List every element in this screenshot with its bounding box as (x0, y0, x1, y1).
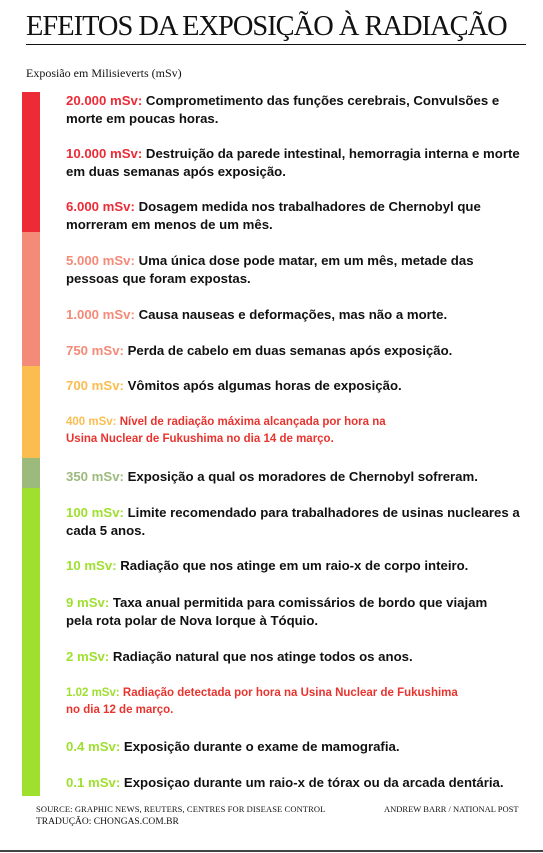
scale-band-sage (22, 458, 40, 488)
dose-description: Nível de radiação máxima alcançada por hora na Usina Nuclear de Fukushima no dia 14 de março. (66, 416, 386, 445)
dose-value: 750 mSv: (66, 343, 124, 358)
dose-value: 350 mSv: (66, 469, 124, 484)
list-item (66, 92, 526, 128)
list-item-highlight (66, 685, 466, 719)
dose-value: 5.000 mSv: (66, 253, 135, 268)
scale-band-green (22, 488, 40, 796)
list-item (66, 648, 526, 666)
dose-description: Causa nauseas e deformações, mas não a morte. (138, 307, 448, 322)
dose-value: 700 mSv: (66, 378, 124, 393)
dose-description: Perda de cabelo em duas semanas após exposição. (127, 343, 453, 358)
dose-description: Destruição da parede intestinal, hemorragia interna e morte em duas semanas após exposição. (66, 146, 520, 179)
dose-description: Taxa anual permitida para comissários de bordo que viajam pela rota polar de Nova Iorque à Tóquio. (66, 595, 488, 628)
dose-description: Exposição a qual os moradores de Chernobyl sofreram. (127, 469, 478, 484)
scale-band-orange (22, 366, 40, 458)
dose-description: Limite recomendado para trabalhadores de usinas nucleares a cada 5 anos. (66, 505, 520, 538)
dose-value: 20.000 mSv: (66, 93, 143, 108)
list-item (66, 504, 526, 540)
dose-description: Radiação que nos atinge em um raio-x de corpo inteiro. (120, 558, 469, 573)
dose-value: 9 mSv: (66, 595, 110, 610)
dose-description: Dosagem medida nos trabalhadores de Chernobyl que morreram em menos de um mês. (66, 199, 481, 232)
list-item (66, 738, 526, 756)
author-credit: ANDREW BARR / NATIONAL POST (384, 804, 519, 814)
list-item (66, 594, 511, 630)
dose-value: 10 mSv: (66, 558, 117, 573)
dose-description: Vômitos após algumas horas de exposição. (127, 378, 402, 393)
bottom-border (0, 850, 543, 852)
list-item (66, 198, 526, 234)
dose-description: Comprometimento das funções cerebrais, Convulsões e morte em poucas horas. (66, 93, 500, 126)
dose-value: 0.4 mSv: (66, 739, 121, 754)
dose-value: 6.000 mSv: (66, 199, 135, 214)
list-item (66, 377, 526, 395)
dose-description: Exposição durante o exame de mamografia. (123, 739, 400, 754)
dose-value: 10.000 mSv: (66, 146, 143, 161)
list-item (66, 306, 526, 324)
dose-description: Uma única dose pode matar, em um mês, metade das pessoas que foram expostas. (66, 253, 474, 286)
list-item (66, 252, 526, 288)
list-item (66, 774, 526, 792)
scale-band-red (22, 92, 40, 232)
dose-description: Radiação detectada por hora na Usina Nuclear de Fukushima no dia 12 de março. (66, 687, 458, 716)
unit-subtitle: Exposião em Milisieverts (mSv) (26, 66, 182, 80)
list-item (66, 145, 526, 181)
title-underline (26, 44, 526, 45)
list-item (66, 342, 526, 360)
list-item (66, 468, 526, 486)
page-title: EFEITOS DA EXPOSIÇÃO À RADIAÇÃO (26, 10, 507, 42)
list-item (66, 557, 526, 575)
translation-credit: TRADUÇÃO: CHONGAS.COM.BR (36, 817, 179, 827)
list-item-highlight (66, 414, 396, 448)
dose-value: 100 mSv: (66, 505, 124, 520)
dose-description: Radiação natural que nos atinge todos os anos. (112, 649, 413, 664)
dose-value: 1.02 mSv: (66, 687, 120, 699)
dose-value: 1.000 mSv: (66, 307, 135, 322)
dose-value: 400 mSv: (66, 416, 117, 428)
source-credit: SOURCE: GRAPHIC NEWS, REUTERS, CENTRES FOR DISEASE CONTROL (36, 804, 326, 814)
dose-description: Exposiçao durante um raio-x de tórax ou da arcada dentária. (123, 775, 504, 790)
dose-value: 2 mSv: (66, 649, 110, 664)
scale-band-salmon (22, 232, 40, 366)
dose-value: 0.1 mSv: (66, 775, 121, 790)
